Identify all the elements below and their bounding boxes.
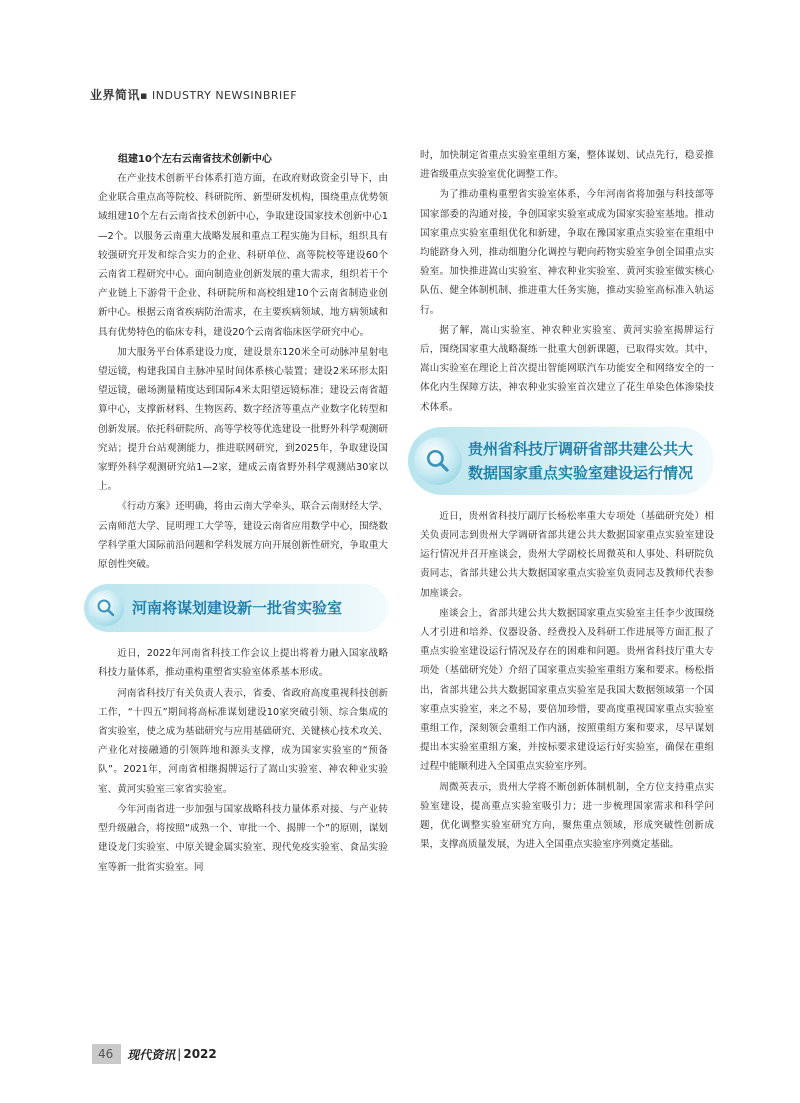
guizhou-title-line-2: 数据国家重点实验室建设运行情况 <box>468 463 694 482</box>
left-subheading: 组建10个左右云南省技术创新中心 <box>118 154 272 165</box>
search-icon <box>414 437 462 485</box>
right-paragraph-4: 近日，贵州省科技厅副厅长杨松率重大专项处（基础研究处）相关负责同志到贵州大学调研省部共建公共大数据国家重点实验室建设运行情况并召开座谈会，贵州大学副校长周微英和人事处、科研院负责同志，省部共建公共大数据国家重点实验室负责同志及教师代表参加座谈会。 <box>420 510 714 599</box>
left-paragraph-3: 《行动方案》还明确，将由云南大学牵头，联合云南财经大学、云南师范大学、昆明理工大学等，建设云南省应用数学中心，围绕数学科学重大国际前沿问题和学科发展方向开展创新性研究，争取重大原创性突破。 <box>98 501 388 571</box>
henan-article-title: 河南将谋划建设新一批省实验室 <box>132 599 343 618</box>
guizhou-article-title <box>468 437 693 485</box>
left-paragraph-2: 加大服务平台体系建设力度，建设景东120米全可动脉冲星射电望远镜，构建我国自主脉冲星时间体系核心装置；建设2米环形太阳望远镜，磁场测量精度达到国际4米太阳望远镜标准；建设云南省超算中心，支撑新材料、生物医药、数字经济等重点产业数字化转型和创新发展。依托科研院所、高等学校等优选建设一批野外科学观测研究站；提升台站观测能力，推进联网研究，到2025年，争取建设国家野外科学观测研究站1—2家，建成云南省野外科学观测站30家以上。 <box>98 346 388 493</box>
left-paragraph-4: 近日，2022年河南省科技工作会议上提出将着力融入国家战略科技力量体系，推动重构重塑省实验室体系基本形成。 <box>98 648 388 679</box>
page-number: 46 <box>92 1044 121 1064</box>
footer-separator: | <box>177 1047 182 1061</box>
right-paragraph-1: 时，加快制定省重点实验室重组方案，整体谋划、试点先行，稳妥推进省级重点实验室优化调整工作。 <box>420 150 714 181</box>
section-label-cn: 业界简讯 <box>90 88 141 102</box>
magazine-name: 现代资讯 <box>127 1047 176 1062</box>
left-column <box>98 150 388 878</box>
right-paragraph-6: 周微英表示，贵州大学将不断创新体制机制，全方位支持重点实验室建设，提高重点实验室吸引力；进一步梳理国家需求和科学问题，优化调整实验室研究方向，聚焦重点领域，形成突破性创新成果，支撑高质量发展，为进入全国重点实验室序列奠定基础。 <box>420 781 714 851</box>
page-footer <box>92 1044 217 1064</box>
search-icon <box>88 590 124 626</box>
header-separator-icon: ▪ <box>140 89 152 102</box>
right-paragraph-5: 座谈会上，省部共建公共大数据国家重点实验室主任李少波围绕人才引进和培养、仪器设备、经费投入及科研工作进展等方面汇报了重点实验室建设运行情况及存在的困难和问题。贵州省科技厅重大专项处（基础研究处）介绍了国家重点实验室重组方案和要求。杨松指出，省部共建公共大数据国家重点实验室是我国大数据领域第一个国家重点实验室，来之不易，要倍加珍惜，要高度重视国家重点实验室重组工作，深刻领会重组工作内涵，按照重组方案和要求，尽早谋划提出本实验室重组方案，并按标要求建设运行好实验室，确保在重组过程中能顺利进入全国重点实验室序列。 <box>420 607 714 773</box>
right-column <box>420 146 714 856</box>
section-header <box>90 86 297 103</box>
guizhou-article-banner <box>408 427 714 495</box>
left-paragraph-5: 河南省科技厅有关负责人表示，省委、省政府高度重视科技创新工作，“十四五”期间将高标准谋划建设10家突破引领、综合集成的省实验室，使之成为基础研究与应用基础研究、关键核心技术攻关、产业化对接融通的引领阵地和源头支撑，成为国家实验室的“预备队”。2021年，河南省相继揭牌运行了嵩山实验室、神农种业实验室、黄河实验室三家省实验室。 <box>98 687 388 795</box>
issue-year: 2022 <box>183 1047 217 1061</box>
section-label-en: INDUSTRY NEWSINBRIEF <box>151 89 298 102</box>
right-paragraph-2: 为了推动重构重塑省实验室体系，今年河南省将加强与科技部等国家部委的沟通对接，争创国家实验室或成为国家实验室基地。推动国家重点实验室重组优化和新建，争取在豫国家重点实验室在重组中均能跻身入列，推动细胞分化调控与靶向药物实验室争创全国重点实验室。加快推进嵩山实验室、神农种业实验室、黄河实验室做实核心队伍、健全体制机制、推进重大任务实施，推动实验室高标准入轨运行。 <box>420 189 714 316</box>
henan-article-banner <box>84 584 388 632</box>
left-paragraph-1: 在产业技术创新平台体系打造方面，在政府财政资金引导下，由企业联合重点高等院校、科研院所、新型研发机构，围绕重点优势领域组建10个左右云南省技术创新中心，争取建设国家技术创新中心1—2个。以服务云南重大战略发展和重点工程实施为目标，组织具有较强研究开发和综合实力的企业、科研单位、高等院校等建设60个云南省工程研究中心。面向制造业创新发展的重大需求，组织若干个产业链上下游骨干企业、科研院所和高校组建10个云南省制造业创新中心。根据云南省疾病防治需求，在主要疾病领域、地方病领域和具有优势特色的临床专科，建设20个云南省临床医学研究中心。 <box>98 173 388 338</box>
guizhou-title-line-1: 贵州省科技厅调研省部共建公共大 <box>468 439 694 458</box>
left-paragraph-6: 今年河南省进一步加强与国家战略科技力量体系对接、与产业转型升级融合，将按照“成熟一个、审批一个、揭牌一个”的原则，谋划建设龙门实验室、中原关键金属实验室、现代免疫实验室、食品实验室等新一批省实验室。同 <box>98 803 388 873</box>
right-paragraph-3: 据了解，嵩山实验室、神农种业实验室、黄河实验室揭牌运行后，围绕国家重大战略凝练一批重大创新课题，已取得实效。其中，嵩山实验室在理论上首次提出智能网联汽车功能安全和网络安全的一体化内生保障方法，神农种业实验室首次建立了花生单染色体渗染技术体系。 <box>420 324 714 413</box>
